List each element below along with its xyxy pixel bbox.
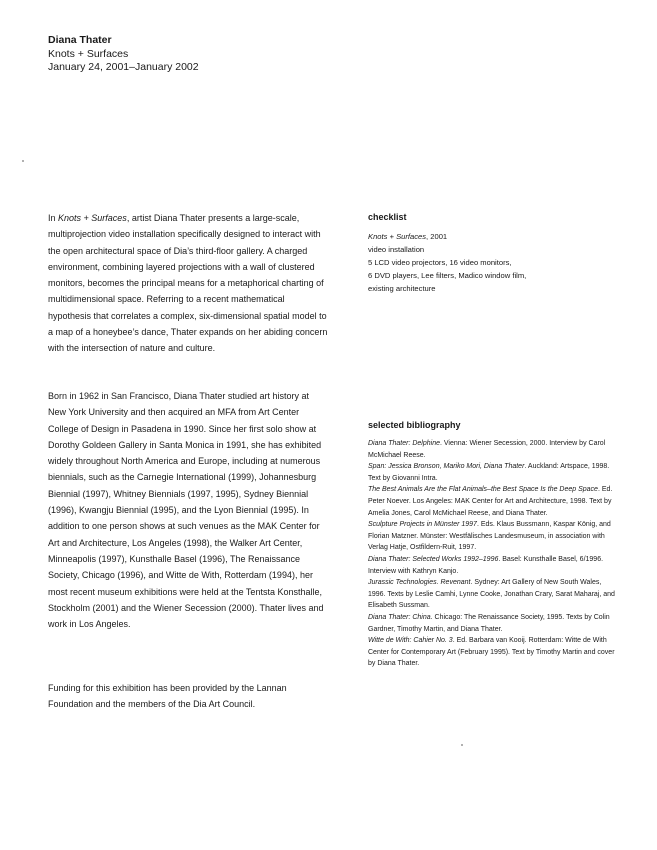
document-header bbox=[48, 34, 199, 75]
bibliography-entry bbox=[368, 519, 620, 554]
entry-title: Diana Thater: Selected Works 1992–1996 bbox=[368, 555, 499, 563]
checklist-heading: checklist bbox=[368, 212, 407, 222]
entry-details: . Vienna: Wiener Secession, 2000. Interview by Carol McMichael Reese. bbox=[368, 440, 606, 459]
entry-title: Span: Jessica Bronson, Mariko Mori, Diana Thater bbox=[368, 463, 525, 471]
bibliography-entry bbox=[368, 577, 620, 612]
entry-title: Sculpture Projects in Münster 1997 bbox=[368, 521, 477, 529]
intro-paragraph bbox=[48, 210, 328, 357]
checklist-line: 6 DVD players, Lee filters, Madico window film, bbox=[368, 271, 527, 280]
bio-paragraph bbox=[48, 388, 328, 632]
entry-title: Witte de With: Cahier No. 3 bbox=[368, 637, 453, 645]
checklist-line: existing architecture bbox=[368, 284, 436, 293]
intro-text: , artist Diana Thater presents a large-scale, multiprojection video installation specifically designed to interact with the open architectural space of Dia’s third-floor gallery. A charged environment, combining layered projections with a wall of clustered monitors, becomes the principal means for a metaphorical charting of multidimensional space. Referring to a recent mathematical hypothesis that correlates a complex, six-dimensional spatial model to a map of a honeybee’s dance, Thater expands on her abiding concern with the intersection of nature and culture. bbox=[48, 213, 328, 354]
bibliography-entry bbox=[368, 461, 620, 484]
checklist-section bbox=[368, 212, 620, 295]
checklist-body bbox=[368, 230, 620, 295]
checklist-work-line bbox=[368, 230, 620, 243]
entry-details: . Sydney: Art Gallery of New South Wales, 1996. Texts by Leslie Camhi, Lynne Cooke, Jonathan Crary, Sarat Maharaj, and Elisabeth Sussman. bbox=[368, 579, 615, 610]
checklist-work-title: Knots + Surfaces bbox=[368, 232, 427, 241]
bio-text: Born in 1962 in San Francisco, Diana Thater studied art history at New York University and then acquired an MFA from Art Center College of Design in Pasadena in 1990. Since her first solo show at Dorothy Goldeen Gallery in Santa Monica in 1991, she has exhibited widely throughout North America and Europe, including at numerous biennials, such as the Carnegie International (1999), Johannesburg Biennial (1997), Whitney Biennials (1997, 1995), Sydney Biennial (1996), Kwangju Biennial (1995), and the Lyon Biennial (1995). In addition to one person shows at such venues as the MAK Center for Art and Architecture, Los Angeles (1998), the Walker Art Center, Minneapolis (1997), Kunsthalle Basel (1996), The Renaissance Society, Chicago (1996), and Witte de With, Rotterdam (1994), her most recent museum exhibitions were held at the Tentsta Konsthalle, Stockholm (2001) and the Wiener Secession (2000). Thater lives and work in Los Angeles. bbox=[48, 391, 324, 630]
scan-speck bbox=[461, 744, 463, 746]
bibliography-entry bbox=[368, 612, 620, 635]
exhibition-dates: January 24, 2001–January 2002 bbox=[48, 61, 199, 73]
intro-lead: In bbox=[48, 213, 59, 223]
exhibition-title: Knots + Surfaces bbox=[48, 47, 129, 60]
entry-details: . Chicago: The Renaissance Society, 1995. Texts by Colin Gardner, Timothy Martin, and Diana Thater. bbox=[368, 613, 610, 633]
bibliography-entry bbox=[368, 438, 620, 461]
entry-title: Diana Thater: Delphine bbox=[368, 440, 440, 447]
bibliography-heading: selected bibliography bbox=[368, 420, 461, 430]
checklist-line: 5 LCD video projectors, 16 video monitors, bbox=[368, 258, 512, 267]
entry-title: Jurassic Technologies. Revenant bbox=[368, 579, 471, 587]
entry-details: . Eds. Klaus Bussmann, Kaspar König, and Florian Matzner. Münster: Westfälisches Landesmuseum, in association with Verlag Hatje, Ostfildern-Ruit, 1997. bbox=[368, 521, 611, 552]
checklist-line: video installation bbox=[368, 245, 425, 254]
entry-title: Diana Thater: China bbox=[368, 613, 431, 621]
entry-details: . Ed. Peter Noever. Los Angeles: MAK Center for Art and Architecture, 1998. Text by Amelia Jones, Carol McMichael Reese, and Diana Thater. bbox=[368, 486, 613, 517]
entry-title: The Best Animals Are the Flat Animals–the Best Space Is the Deep Space bbox=[368, 486, 598, 494]
bibliography-entry bbox=[368, 635, 620, 670]
scan-speck bbox=[22, 160, 24, 162]
funding-text: Funding for this exhibition has been provided by the Lannan Foundation and the members of the Dia Art Council. bbox=[48, 683, 287, 710]
intro-work-title: Knots + Surfaces bbox=[58, 213, 127, 223]
bibliography-entry bbox=[368, 554, 620, 577]
bibliography-list bbox=[368, 438, 620, 670]
bibliography-section bbox=[368, 420, 620, 670]
entry-details: . Basel: Kunsthalle Basel, 6/1996. Interview with Kathryn Kanjo. bbox=[368, 555, 604, 575]
entry-details: . Ed. Barbara van Kooij. Rotterdam: Witte de With Center for Contemporary Art (February 1995). Text by Timothy Martin and cover by Diana Thater. bbox=[368, 637, 615, 668]
funding-paragraph bbox=[48, 680, 328, 713]
bibliography-entry bbox=[368, 484, 620, 519]
checklist-year: , 2001 bbox=[426, 232, 448, 241]
entry-details: . Auckland: Artspace, 1998. Text by Giovanni Intra. bbox=[368, 463, 610, 482]
artist-name: Diana Thater bbox=[48, 34, 112, 46]
